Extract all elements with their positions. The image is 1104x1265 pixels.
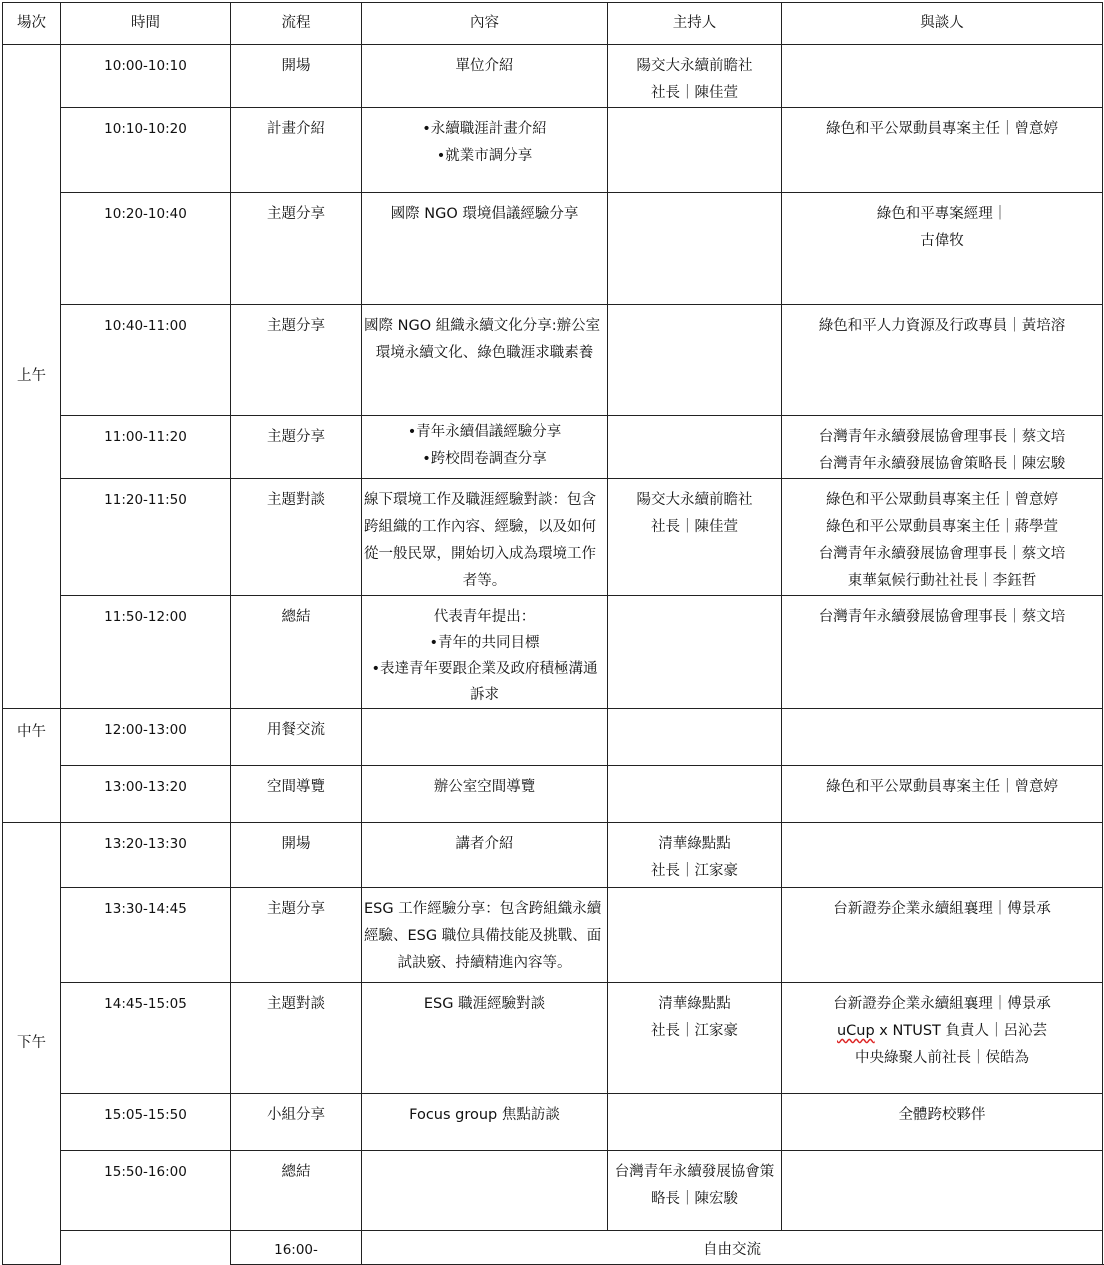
panel-cell: 綠色和平專案經理｜ 古偉牧 — [782, 193, 1103, 305]
table-row — [3, 888, 1103, 983]
flow-cell: 用餐交流 — [231, 709, 362, 766]
panel-cell: 綠色和平人力資源及行政專員｜黃培溶 — [782, 305, 1103, 416]
time-cell: 13:00-13:20 — [61, 766, 231, 823]
time-cell: 10:10-10:20 — [61, 108, 231, 193]
panel-cell: 台新證券企業永續組襄理｜傅景承 — [782, 888, 1103, 983]
flow-cell: 主題分享 — [231, 416, 362, 479]
host-cell — [608, 596, 782, 709]
header-panel: 與談人 — [782, 3, 1103, 45]
header-row — [3, 3, 1103, 45]
table-row — [3, 45, 1103, 108]
flow-cell: 開場 — [231, 45, 362, 108]
empty-session-cell — [61, 1231, 231, 1265]
flow-cell: 空間導覽 — [231, 766, 362, 823]
free-exchange-cell: 自由交流 — [362, 1231, 1103, 1265]
flow-cell: 開場 — [231, 823, 362, 888]
time-cell: 13:20-13:30 — [61, 823, 231, 888]
panel-cell: 台新證券企業永續組襄理｜傅景承 uCup x NTUST 負責人｜呂沁芸 中央綠聚人前社長｜侯皓為 — [782, 983, 1103, 1094]
host-cell: 陽交大永續前瞻社 社長｜陳佳萱 — [608, 45, 782, 108]
time-cell: 11:50-12:00 — [61, 596, 231, 709]
host-cell — [608, 416, 782, 479]
panel-cell: 全體跨校夥伴 — [782, 1094, 1103, 1151]
host-cell — [608, 709, 782, 766]
session-morning: 上午 — [3, 45, 61, 709]
table-row-final — [3, 1231, 1103, 1265]
panel-cell: 綠色和平公眾動員專案主任｜曾意婷 — [782, 108, 1103, 193]
host-cell — [608, 888, 782, 983]
host-cell: 陽交大永續前瞻社 社長｜陳佳萱 — [608, 479, 782, 596]
time-cell: 11:20-11:50 — [61, 479, 231, 596]
flow-cell: 主題對談 — [231, 479, 362, 596]
header-flow: 流程 — [231, 3, 362, 45]
flow-cell: 主題對談 — [231, 983, 362, 1094]
flow-cell: 計畫介紹 — [231, 108, 362, 193]
flow-cell: 總結 — [231, 596, 362, 709]
table-row — [3, 108, 1103, 193]
content-cell: 代表青年提出： •青年的共同目標 •表達青年要跟企業及政府積極溝通 訴求 — [362, 596, 608, 709]
panel-cell — [782, 45, 1103, 108]
panel-cell: 綠色和平公眾動員專案主任｜曾意婷 — [782, 766, 1103, 823]
content-cell — [362, 1151, 608, 1231]
content-cell: 講者介紹 — [362, 823, 608, 888]
time-cell: 16:00- — [231, 1231, 362, 1265]
header-content: 內容 — [362, 3, 608, 45]
host-cell — [608, 305, 782, 416]
panel-cell — [782, 1151, 1103, 1231]
content-cell — [362, 709, 608, 766]
table-row — [3, 596, 1103, 709]
time-cell: 14:45-15:05 — [61, 983, 231, 1094]
host-cell: 清華綠點點 社長｜江家豪 — [608, 983, 782, 1094]
time-cell: 11:00-11:20 — [61, 416, 231, 479]
content-cell: •青年永續倡議經驗分享 •跨校問卷調查分享 — [362, 416, 608, 479]
time-cell: 12:00-13:00 — [61, 709, 231, 766]
time-cell: 15:05-15:50 — [61, 1094, 231, 1151]
host-cell: 清華綠點點 社長｜江家豪 — [608, 823, 782, 888]
content-cell: 單位介紹 — [362, 45, 608, 108]
table-row — [3, 193, 1103, 305]
content-cell: ESG 職涯經驗對談 — [362, 983, 608, 1094]
table-row — [3, 305, 1103, 416]
host-cell — [608, 108, 782, 193]
header-session: 場次 — [3, 3, 61, 45]
panel-cell — [782, 823, 1103, 888]
time-cell: 10:00-10:10 — [61, 45, 231, 108]
session-noon: 中午 — [3, 709, 61, 823]
flow-cell: 主題分享 — [231, 888, 362, 983]
flow-cell: 總結 — [231, 1151, 362, 1231]
host-cell — [608, 193, 782, 305]
table-row — [3, 416, 1103, 479]
flow-cell: 主題分享 — [231, 305, 362, 416]
time-cell: 10:20-10:40 — [61, 193, 231, 305]
time-cell: 13:30-14:45 — [61, 888, 231, 983]
content-cell: •永續職涯計畫介紹 •就業市調分享 — [362, 108, 608, 193]
session-afternoon: 下午 — [3, 823, 61, 1265]
content-cell: 國際 NGO 組織永續文化分享:辦公室 環境永續文化、綠色職涯求職素養 — [362, 305, 608, 416]
flow-cell: 主題分享 — [231, 193, 362, 305]
panel-cell: 台灣青年永續發展協會理事長｜蔡文培 — [782, 596, 1103, 709]
table-row — [3, 479, 1103, 596]
time-cell: 15:50-16:00 — [61, 1151, 231, 1231]
content-cell: 線下環境工作及職涯經驗對談：包含 跨組織的工作內容、經驗，以及如何 從一般民眾，開始切入成為環境工作 者等。 — [362, 479, 608, 596]
panel-ucup-line: uCup x NTUST 負責人｜呂沁芸 — [836, 1023, 1047, 1039]
table-row — [3, 709, 1103, 766]
panel-cell — [782, 709, 1103, 766]
schedule-table — [2, 2, 1103, 1265]
time-cell: 10:40-11:00 — [61, 305, 231, 416]
panel-cell: 綠色和平公眾動員專案主任｜曾意婷 綠色和平公眾動員專案主任｜蔣學萱 台灣青年永續發展協會理事長｜蔡文培 東華氣候行動社社長｜李鈺哲 — [782, 479, 1103, 596]
table-row — [3, 1094, 1103, 1151]
host-cell — [608, 766, 782, 823]
panel-cell: 台灣青年永續發展協會理事長｜蔡文培 台灣青年永續發展協會策略長｜陳宏駿 — [782, 416, 1103, 479]
flow-cell: 小組分享 — [231, 1094, 362, 1151]
header-host: 主持人 — [608, 3, 782, 45]
table-row — [3, 823, 1103, 888]
content-cell: 國際 NGO 環境倡議經驗分享 — [362, 193, 608, 305]
content-cell: 辦公室空間導覽 — [362, 766, 608, 823]
content-cell: Focus group 焦點訪談 — [362, 1094, 608, 1151]
table-row — [3, 766, 1103, 823]
table-row — [3, 1151, 1103, 1231]
content-cell: ESG 工作經驗分享：包含跨組織永續 經驗、ESG 職位具備技能及挑戰、面 試訣竅、持續精進內容等。 — [362, 888, 608, 983]
host-cell: 台灣青年永續發展協會策 略長｜陳宏駿 — [608, 1151, 782, 1231]
table-row — [3, 983, 1103, 1094]
header-time: 時間 — [61, 3, 231, 45]
host-cell — [608, 1094, 782, 1151]
